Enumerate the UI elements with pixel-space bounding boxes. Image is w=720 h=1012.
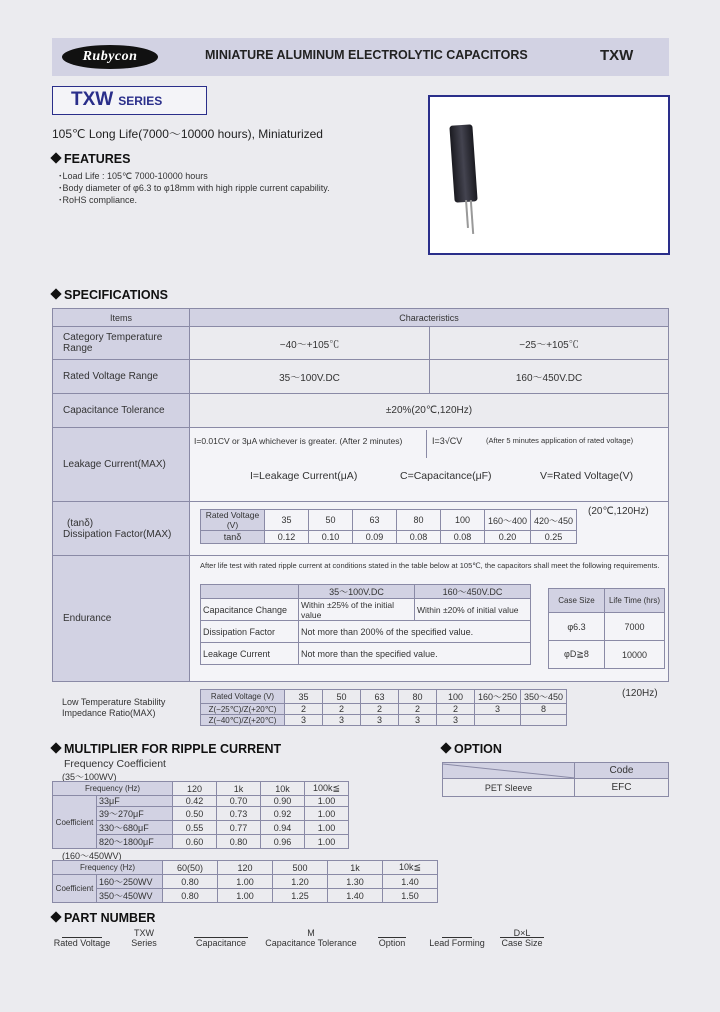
- mult-high-value: 0.80: [163, 889, 218, 903]
- life-hours: 10000: [605, 641, 665, 669]
- endurance-label: Endurance: [53, 556, 190, 682]
- lowtemp-head: 80: [399, 690, 437, 704]
- mult-high-head: 1k: [328, 861, 383, 875]
- pn-label: Capacitance: [195, 938, 247, 948]
- lowtemp-head: 160～250: [475, 690, 521, 704]
- specifications-table: [52, 308, 669, 682]
- document-title: MINIATURE ALUMINUM ELECTROLYTIC CAPACITORS: [205, 48, 528, 62]
- multiplier-high-range: (160～450WV): [62, 851, 122, 861]
- mult-high-head: 120: [218, 861, 273, 875]
- mult-low-value: 1.00: [305, 807, 349, 821]
- multiplier-low-table: [52, 781, 349, 849]
- endurance-head: 35～100V.DC: [299, 585, 415, 599]
- pn-cap-tolerance: [262, 928, 360, 948]
- mult-high-value: 1.25: [273, 889, 328, 903]
- mult-low-head: 10k: [261, 782, 305, 796]
- lowtemp-value: 2: [399, 704, 437, 715]
- mult-high-head: 500: [273, 861, 328, 875]
- pn-case-size: [494, 928, 550, 948]
- pn-label: Case Size: [501, 938, 543, 948]
- lowtemp-row-label: Z(−40℃)/Z(+20℃): [201, 715, 285, 726]
- lowtemp-table: [200, 689, 567, 726]
- lowtemp-head: 63: [361, 690, 399, 704]
- mult-high-head: 10k≦: [383, 861, 438, 875]
- mult-low-value: 0.55: [173, 821, 217, 835]
- multiplier-heading-text: MULTIPLIER FOR RIPPLE CURRENT: [64, 742, 282, 756]
- df-head: 63: [353, 510, 397, 531]
- series-word: SERIES: [118, 94, 163, 108]
- mult-low-head: 100k≦: [305, 782, 349, 796]
- lowtemp-value: 3: [285, 715, 323, 726]
- lowtemp-row-label: Z(−25℃)/Z(+20℃): [201, 704, 285, 715]
- pn-capacitance: [186, 928, 256, 948]
- lowtemp-label-1: Low Temperature Stability: [62, 697, 166, 707]
- life-table: [548, 588, 665, 669]
- lowtemp-value: 2: [285, 704, 323, 715]
- pn-slot: [442, 928, 472, 938]
- pn-label: Lead Forming: [429, 938, 485, 948]
- lowtemp-value: 2: [437, 704, 475, 715]
- df-value: 0.08: [397, 531, 441, 544]
- mult-low-value: 0.90: [261, 796, 305, 807]
- diamond-bullet-icon: [50, 288, 61, 299]
- lowtemp-head: 50: [323, 690, 361, 704]
- life-head: Case Size: [549, 589, 605, 613]
- mult-high-value: 1.00: [218, 889, 273, 903]
- subtitle: 105℃ Long Life(7000～10000 hours), Miniaturized: [52, 127, 323, 141]
- df-value: 0.08: [441, 531, 485, 544]
- mult-high-head: 60(50): [163, 861, 218, 875]
- lowtemp-value: 3: [437, 715, 475, 726]
- mult-high-value: 1.00: [218, 875, 273, 889]
- option-heading: [442, 742, 502, 756]
- endurance-value: Within ±25% of the initial value: [299, 599, 415, 621]
- cap-tolerance-label: Capacitance Tolerance: [53, 394, 190, 428]
- mult-high-value: 1.30: [328, 875, 383, 889]
- feature-item: ･Load Life : 105℃ 7000-10000 hours: [58, 171, 208, 181]
- mult-low-value: 0.42: [173, 796, 217, 807]
- voltage-range-low: 35～100V.DC: [190, 360, 430, 394]
- pn-label: Rated Voltage: [53, 938, 111, 948]
- leakage-high-formula: I=3√CV: [432, 436, 463, 446]
- endurance-row-label: Dissipation Factor: [201, 621, 299, 643]
- df-head-voltage: Rated Voltage (V): [201, 510, 265, 531]
- pn-slot: TXW: [134, 928, 154, 938]
- df-head: 160～400: [485, 510, 531, 531]
- series-name: TXW: [71, 89, 114, 110]
- pn-slot: D×L: [500, 928, 544, 938]
- df-head: 80: [397, 510, 441, 531]
- diamond-bullet-icon: [50, 911, 61, 922]
- mult-high-value: 1.20: [273, 875, 328, 889]
- endurance-table: [200, 584, 531, 665]
- mult-low-value: 0.80: [217, 835, 261, 849]
- endurance-value: Not more than the specified value.: [299, 643, 531, 665]
- mult-low-head: 1k: [217, 782, 261, 796]
- pn-label: Option: [378, 938, 406, 948]
- endurance-row-label: Capacitance Change: [201, 599, 299, 621]
- diagonal-line-icon: [443, 763, 575, 779]
- pn-slot: [194, 928, 248, 938]
- endurance-value: Within ±20% of initial value: [415, 599, 531, 621]
- part-number-heading: [52, 911, 155, 925]
- mult-low-row-label: 33μF: [97, 796, 173, 807]
- specifications-heading-text: SPECIFICATIONS: [64, 288, 168, 302]
- endurance-row-label: Leakage Current: [201, 643, 299, 665]
- df-label-tan: (tanδ): [67, 517, 94, 529]
- features-heading-text: FEATURES: [64, 152, 131, 166]
- mult-high-value: 1.40: [383, 875, 438, 889]
- lowtemp-value: 3: [399, 715, 437, 726]
- lowtemp-value: [521, 715, 567, 726]
- leakage-divider: [426, 430, 427, 458]
- df-row-label: tanδ: [201, 531, 265, 544]
- temp-range-high: −25～+105℃: [430, 327, 669, 360]
- mult-low-value: 0.70: [217, 796, 261, 807]
- pn-slot: M: [307, 928, 315, 938]
- diamond-bullet-icon: [440, 742, 451, 753]
- option-code: EFC: [575, 779, 669, 797]
- mult-low-row-label: 330～680μF: [97, 821, 173, 835]
- df-value: 0.10: [309, 531, 353, 544]
- voltage-range-label: Rated Voltage Range: [53, 360, 190, 394]
- df-label: [53, 502, 190, 556]
- option-heading-text: OPTION: [454, 742, 502, 756]
- mult-high-row-label: 350～450WV: [97, 889, 163, 903]
- diamond-bullet-icon: [50, 152, 61, 163]
- lowtemp-head: 35: [285, 690, 323, 704]
- option-diagonal-cell: [443, 763, 575, 779]
- diamond-bullet-icon: [50, 742, 61, 753]
- mult-low-value: 1.00: [305, 835, 349, 849]
- header-series: TXW: [600, 47, 634, 64]
- mult-low-value: 0.77: [217, 821, 261, 835]
- mult-low-value: 0.60: [173, 835, 217, 849]
- voltage-range-high: 160～450V.DC: [430, 360, 669, 394]
- pn-slot: [378, 928, 406, 938]
- lowtemp-value: 2: [361, 704, 399, 715]
- feature-item: ･Body diameter of φ6.3 to φ18mm with high ripple current capability.: [58, 183, 330, 193]
- life-case: φ6.3: [549, 613, 605, 641]
- df-value: 0.12: [265, 531, 309, 544]
- life-hours: 7000: [605, 613, 665, 641]
- mult-high-value: 0.80: [163, 875, 218, 889]
- mult-low-value: 0.73: [217, 807, 261, 821]
- mult-high-value: 1.40: [328, 889, 383, 903]
- part-number-heading-text: PART NUMBER: [64, 911, 156, 925]
- pn-rated-voltage: [52, 928, 112, 948]
- lowtemp-label-2: Impedance Ratio(MAX): [62, 708, 156, 718]
- brand-logo: Rubycon: [62, 45, 158, 69]
- features-heading: [52, 152, 130, 166]
- mult-low-value: 1.00: [305, 821, 349, 835]
- lowtemp-head: Rated Voltage (V): [201, 690, 285, 704]
- col-items: Items: [53, 309, 190, 327]
- df-head: 420～450: [531, 510, 577, 531]
- lowtemp-head: 350～450: [521, 690, 567, 704]
- endurance-cell: [190, 556, 669, 682]
- multiplier-sub: Frequency Coefficient: [64, 758, 166, 770]
- df-head: 100: [441, 510, 485, 531]
- pn-slot: [62, 928, 102, 938]
- lowtemp-value: 3: [475, 704, 521, 715]
- leakage-cell: [190, 428, 669, 502]
- lowtemp-value: 3: [361, 715, 399, 726]
- endurance-head: 160～450V.DC: [415, 585, 531, 599]
- leakage-legend-c: C=Capacitance(μF): [400, 470, 492, 482]
- mult-low-value: 1.00: [305, 796, 349, 807]
- temp-range-label: Category Temperature Range: [53, 327, 190, 360]
- pn-option: [370, 928, 414, 948]
- df-value: 0.20: [485, 531, 531, 544]
- lowtemp-value: 2: [323, 704, 361, 715]
- life-case: φD≧8: [549, 641, 605, 669]
- lowtemp-value: [475, 715, 521, 726]
- temp-range-low: −40～+105℃: [190, 327, 430, 360]
- mult-low-value: 0.94: [261, 821, 305, 835]
- mult-low-head: Frequency (Hz): [53, 782, 173, 796]
- mult-low-value: 0.50: [173, 807, 217, 821]
- df-head: 35: [265, 510, 309, 531]
- pn-lead-forming: [426, 928, 488, 948]
- lowtemp-condition: (120Hz): [622, 688, 658, 699]
- df-head: 50: [309, 510, 353, 531]
- mult-high-head: Frequency (Hz): [53, 861, 163, 875]
- mult-low-head: 120: [173, 782, 217, 796]
- lowtemp-head: 100: [437, 690, 475, 704]
- mult-low-value: 0.96: [261, 835, 305, 849]
- multiplier-heading: [52, 742, 281, 756]
- multiplier-high-table: [52, 860, 438, 903]
- mult-low-value: 0.92: [261, 807, 305, 821]
- mult-low-row-label: 820～1800μF: [97, 835, 173, 849]
- lowtemp-value: 3: [323, 715, 361, 726]
- mult-low-group: Coefficient: [53, 796, 97, 849]
- pn-label: Capacitance Tolerance: [265, 938, 357, 948]
- endurance-value: Not more than 200% of the specified value.: [299, 621, 531, 643]
- mult-high-row-label: 160～250WV: [97, 875, 163, 889]
- col-characteristics: Characteristics: [190, 309, 669, 327]
- leakage-low-formula: I=0.01CV or 3μA whichever is greater. (After 2 minutes): [194, 436, 403, 446]
- df-value: 0.09: [353, 531, 397, 544]
- df-table: [200, 509, 577, 544]
- specifications-heading: [52, 288, 168, 302]
- life-head: Life Time (hrs): [605, 589, 665, 613]
- df-condition: (20℃,120Hz): [588, 506, 649, 517]
- mult-high-value: 1.50: [383, 889, 438, 903]
- lowtemp-value: 8: [521, 704, 567, 715]
- mult-high-group: Coefficient: [53, 875, 97, 903]
- feature-item: ･RoHS compliance.: [58, 195, 138, 205]
- leakage-legend-v: V=Rated Voltage(V): [540, 470, 634, 482]
- endurance-head-blank: [201, 585, 299, 599]
- leakage-legend-i: I=Leakage Current(μA): [250, 470, 358, 482]
- multiplier-low-range: (35～100WV): [62, 772, 117, 782]
- pn-series: [120, 928, 168, 948]
- df-label-text: Dissipation Factor(MAX): [63, 528, 172, 540]
- df-value: 0.25: [531, 531, 577, 544]
- leakage-label: Leakage Current(MAX): [53, 428, 190, 502]
- endurance-text: After life test with rated ripple current at conditions stated in the table below at 105℃, the capacitors shall meet the following requirements.: [200, 561, 660, 570]
- series-box: [52, 86, 207, 115]
- mult-low-row-label: 39～270μF: [97, 807, 173, 821]
- pn-label: Series: [131, 938, 157, 948]
- leakage-high-note: (After 5 minutes application of rated voltage): [486, 436, 634, 445]
- cap-tolerance-value: ±20%(20℃,120Hz): [190, 394, 669, 428]
- option-table: [442, 762, 669, 797]
- df-cell: [190, 502, 669, 556]
- option-col-code: Code: [575, 763, 669, 779]
- option-name: PET Sleeve: [443, 779, 575, 797]
